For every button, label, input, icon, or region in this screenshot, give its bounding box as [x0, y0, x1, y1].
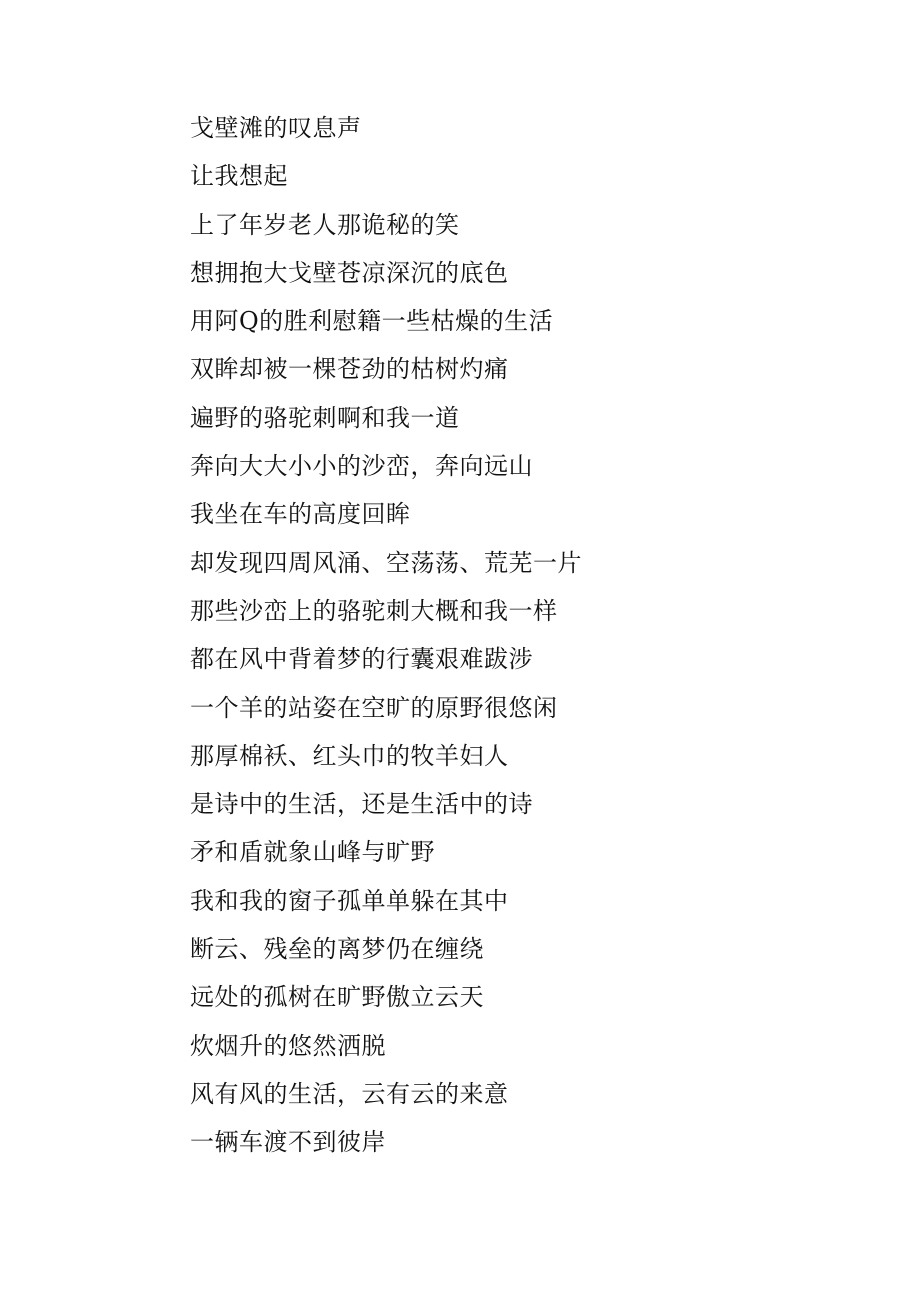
poem-line: 奔向大大小小的沙峦，奔向远山	[190, 452, 533, 481]
poem-line: 遍野的骆驼刺啊和我一道	[190, 403, 460, 432]
poem-line: 一辆车渡不到彼岸	[190, 1128, 386, 1157]
poem-line: 却发现四周风涌、空荡荡、荒芜一片	[190, 548, 582, 577]
poem-line: 矛和盾就象山峰与旷野	[190, 838, 435, 867]
poem-line: 那些沙峦上的骆驼刺大概和我一样	[190, 596, 558, 625]
poem-line: 想拥抱大戈壁苍凉深沉的底色	[190, 258, 509, 287]
poem-line: 上了年岁老人那诡秘的笑	[190, 210, 460, 239]
poem-line: 都在风中背着梦的行囊艰难跋涉	[190, 645, 533, 674]
poem-line: 双眸却被一棵苍劲的枯树灼痛	[190, 355, 509, 384]
poem-line: 远处的孤树在旷野傲立云天	[190, 983, 484, 1012]
poem-line: 是诗中的生活，还是生活中的诗	[190, 790, 533, 819]
poem-line: 风有风的生活，云有云的来意	[190, 1079, 509, 1108]
poem-line: 我坐在车的高度回眸	[190, 500, 411, 529]
poem-text	[190, 104, 582, 1167]
poem-line: 那厚棉袄、红头巾的牧羊妇人	[190, 741, 509, 770]
poem-line: 戈壁滩的叹息声	[190, 114, 362, 142]
poem-line: 我和我的窗子孤单单躲在其中	[190, 886, 509, 915]
poem-line: 炊烟升的悠然洒脱	[190, 1031, 386, 1060]
poem-line: 断云、残垒的离梦仍在缠绕	[190, 935, 484, 964]
poem-line: 一个羊的站姿在空旷的原野很悠闲	[190, 693, 558, 722]
poem-line: 让我想起	[190, 162, 288, 191]
poem-line: 用阿Q的胜利慰籍一些枯燥的生活	[190, 307, 554, 336]
